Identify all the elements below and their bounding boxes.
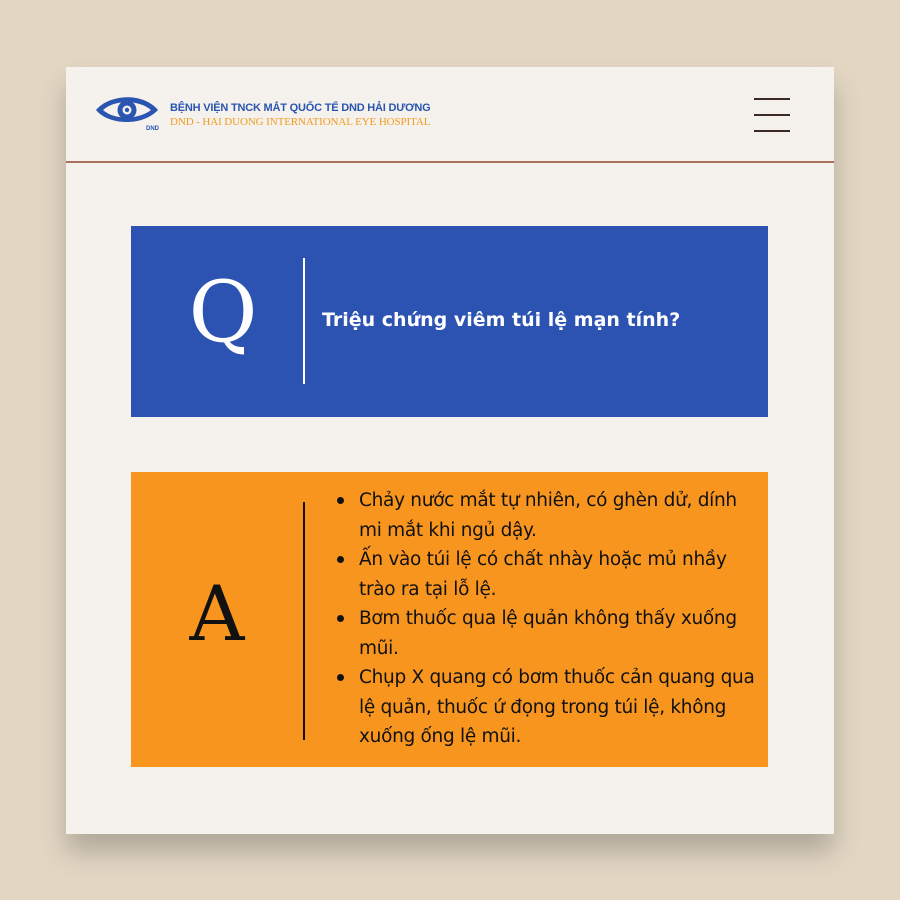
question-divider	[303, 258, 305, 384]
answer-letter: A	[189, 569, 245, 658]
logo-badge: DND	[146, 126, 159, 132]
answer-item	[335, 486, 755, 545]
answer-item-text: Chụp X quang có bơm thuốc cản quang qua lệ quản, thuốc ứ đọng trong túi lệ, không xuống ống lệ mũi.	[359, 667, 755, 747]
answer-box	[131, 472, 768, 767]
question-letter: Q	[188, 263, 258, 361]
answer-item-text: Bơm thuốc qua lệ quản không thấy xuống mũi.	[359, 608, 737, 659]
header	[66, 67, 834, 161]
bullet-icon	[337, 497, 344, 504]
eye-logo-icon[interactable]	[94, 93, 164, 133]
hospital-name	[170, 101, 490, 129]
header-divider	[66, 161, 834, 163]
bullet-icon	[337, 615, 344, 622]
bullet-icon	[337, 556, 344, 563]
answer-divider	[303, 502, 305, 740]
hamburger-menu-icon[interactable]	[754, 98, 790, 132]
answer-item	[335, 663, 755, 752]
hospital-name-en: DND - HAI DUONG INTERNATIONAL EYE HOSPITAL	[170, 116, 431, 128]
answer-item	[335, 545, 755, 604]
answer-item-text: Chảy nước mắt tự nhiên, có ghèn dử, dính mi mắt khi ngủ dậy.	[359, 490, 737, 541]
hospital-name-vi: BỆNH VIỆN TNCK MẮT QUỐC TẾ DND HẢI DƯƠNG	[170, 102, 431, 114]
answer-item-text: Ấn vào túi lệ có chất nhày hoặc mủ nhầy trào ra tại lỗ lệ.	[359, 549, 727, 600]
question-box	[131, 226, 768, 417]
bullet-icon	[337, 674, 344, 681]
answer-item	[335, 604, 755, 663]
question-text: Triệu chứng viêm túi lệ mạn tính?	[322, 309, 681, 331]
content-card	[66, 67, 834, 834]
answer-list	[335, 486, 755, 752]
